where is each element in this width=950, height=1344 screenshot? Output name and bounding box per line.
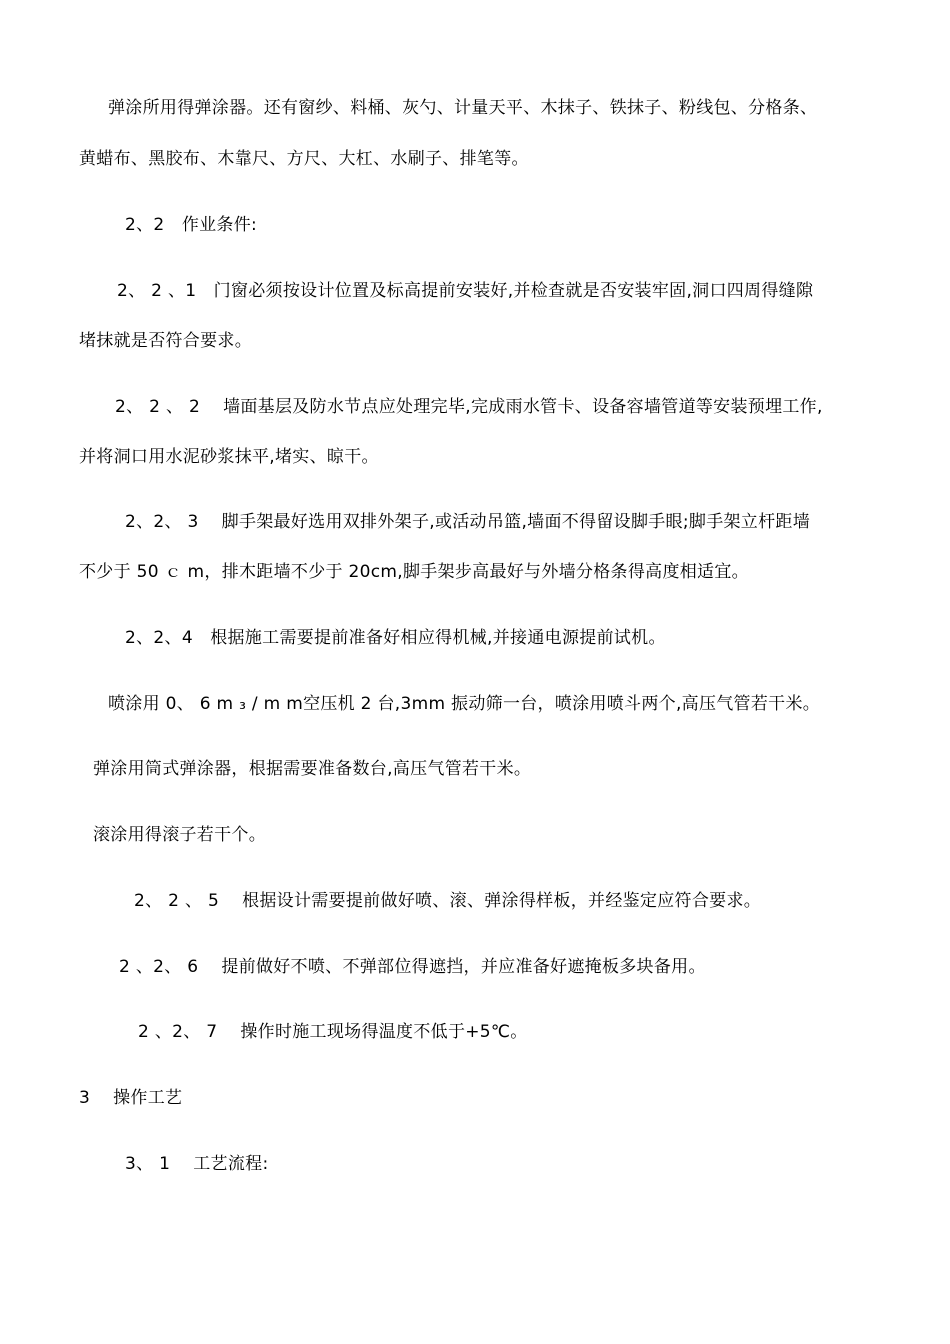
text-line: 不少于 50 ｃ m，排木距墙不少于 20cm,脚手架步高最好与外墙分格条得高度相适宜。 [79, 562, 749, 582]
text-line: 2、2、4 根据施工需要提前准备好相应得机械,并接通电源提前试机。 [125, 628, 666, 648]
text-line: 2 、2、 6 提前做好不喷、不弹部位得遮挡，并应准备好遮掩板多块备用。 [119, 957, 706, 977]
text-line: 弹涂用筒式弹涂器，根据需要准备数台,高压气管若干米。 [93, 759, 532, 779]
text-line: 滚涂用得滚子若干个。 [93, 825, 266, 845]
subsection-heading-3-1: 3、 1 工艺流程: [125, 1154, 269, 1174]
section-heading-3: 3 操作工艺 [79, 1088, 183, 1108]
text-line: 并将洞口用水泥砂浆抹平,堵实、晾干。 [79, 447, 379, 467]
text-line: 2、2、 3 脚手架最好选用双排外架子,或活动吊篮,墙面不得留设脚手眼;脚手架立杆距墙 [125, 512, 810, 532]
text-line: 堵抹就是否符合要求。 [79, 331, 252, 351]
section-heading-2-2: 2、2 作业条件: [125, 215, 258, 235]
text-line: 2、 2 、 5 根据设计需要提前做好喷、滚、弹涂得样板，并经鉴定应符合要求。 [134, 891, 762, 911]
text-line: 2 、2、 7 操作时施工现场得温度不低于+5℃。 [138, 1022, 528, 1042]
text-line: 2、 2 、1 门窗必须按设计位置及标高提前安装好,并检查就是否安装牢固,洞口四周得缝隙 [117, 281, 814, 301]
text-line: 黄蜡布、黑胶布、木靠尺、方尺、大杠、水刷子、排笔等。 [79, 149, 529, 169]
text-line: 喷涂用 0、 6 m ₃ / m m空压机 2 台,3mm 振动筛一台，喷涂用喷斗两个,高压气管若干米。 [108, 694, 821, 714]
text-line: 弹涂所用得弹涂器。还有窗纱、料桶、灰勺、计量天平、木抹子、铁抹子、粉线包、分格条、 [108, 98, 818, 118]
text-line: 2、 2 、 2 墙面基层及防水节点应处理完毕,完成雨水管卡、设备容墙管道等安装预埋工作, [115, 397, 823, 417]
